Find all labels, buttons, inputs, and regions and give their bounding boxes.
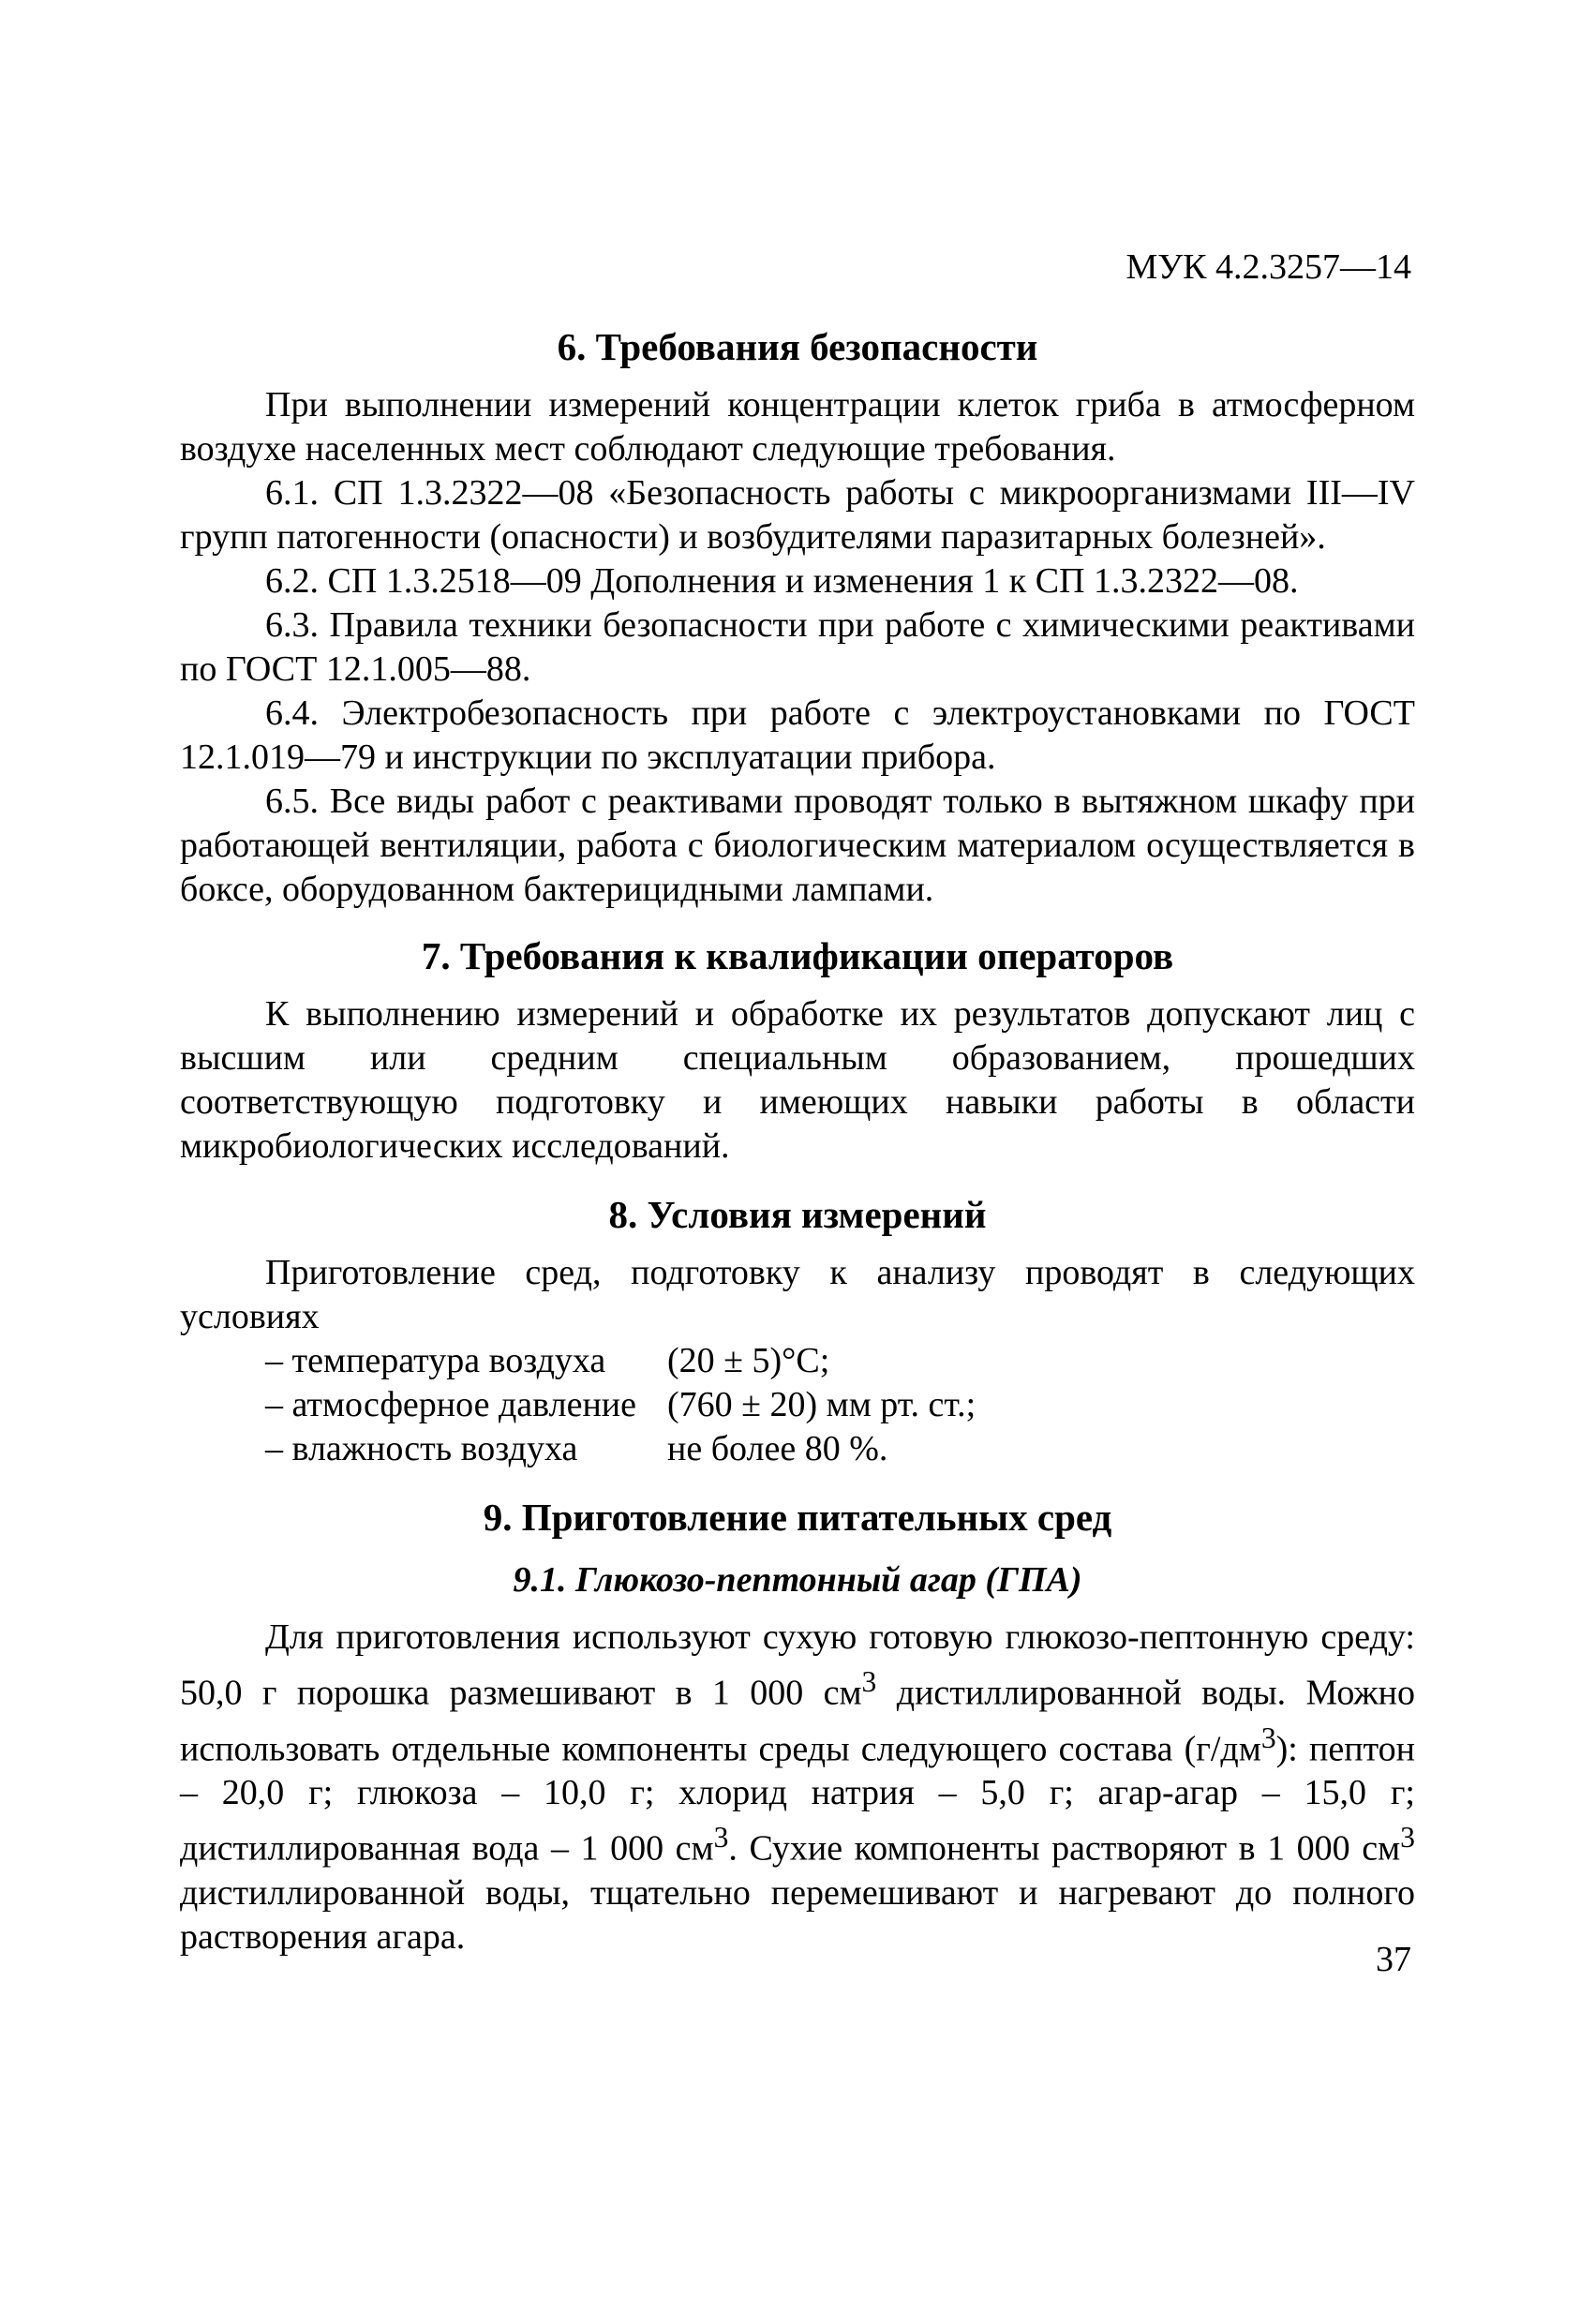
section-9-title: 9. Приготовление питательных сред bbox=[483, 1496, 1112, 1539]
section-8-intro: Приготовление сред, подготовку к анализу проводят в следующих условиях bbox=[180, 1253, 1415, 1336]
section-6-title: 6. Требования безопасности bbox=[557, 325, 1038, 368]
condition-value: (20 ± 5)°С; bbox=[667, 1341, 830, 1380]
condition-param: – влажность воздуха bbox=[265, 1429, 578, 1468]
section-8-title: 8. Условия измерений bbox=[608, 1193, 987, 1236]
superscript: 3 bbox=[1400, 1821, 1415, 1855]
document-body bbox=[180, 323, 1415, 1959]
condition-value: (760 ± 20) мм рт. ст.; bbox=[667, 1385, 976, 1424]
condition-param: – температура воздуха bbox=[265, 1341, 606, 1380]
text-fragment: дистиллированной воды, тщательно перемешивают и нагревают до полного растворения агара. bbox=[180, 1872, 1415, 1957]
text-fragment: ): пептон – 20,0 г; глюкоза – 10,0 г; хлорид натрия – 5,0 г; агар-агар – 15,0 г; дистиллированная вода – 1 000 см bbox=[180, 1729, 1415, 1869]
superscript: 3 bbox=[861, 1665, 877, 1698]
condition-row bbox=[180, 1383, 1415, 1427]
section-6-item-5: 6.5. Все виды работ с реактивами проводят только в вытяжном шкафу при работающей вентиляции, работа с биологическим материалом осуществляется в боксе, оборудованном бактерицидными лампами. bbox=[180, 782, 1415, 909]
condition-value: не более 80 %. bbox=[667, 1429, 888, 1468]
condition-param: – атмосферное давление bbox=[265, 1385, 636, 1424]
section-6-item-1: 6.1. СП 1.3.2322—08 «Безопасность работы с микроорганизмами III—IV групп патогенности (опасности) и возбудителями паразитарных болезней». bbox=[180, 473, 1415, 557]
section-6-item-4: 6.4. Электробезопасность при работе с электроустановками по ГОСТ 12.1.019—79 и инструкции по эксплуатации прибора. bbox=[180, 693, 1415, 777]
section-7-text: К выполнению измерений и обработке их результатов допускают лиц с высшим или средним специальным образованием, прошедших соответствующую подготовку и имеющих навыки работы в области микробиологических исследований. bbox=[180, 994, 1415, 1166]
section-9-1-paragraph bbox=[180, 1616, 1415, 1959]
condition-row bbox=[180, 1427, 1415, 1471]
superscript: 3 bbox=[713, 1821, 729, 1855]
conditions-list bbox=[180, 1339, 1415, 1471]
section-6-item-3: 6.3. Правила техники безопасности при работе с химическими реактивами по ГОСТ 12.1.005—88. bbox=[180, 605, 1415, 689]
text-fragment: . Сухие компоненты растворяют в 1 000 см bbox=[728, 1828, 1401, 1869]
section-7-title: 7. Требования к квалификации операторов bbox=[421, 934, 1174, 977]
page-code-header: МУК 4.2.3257—14 bbox=[1125, 247, 1411, 287]
subsection-9-1-title: 9.1. Глюкозо-пептонный агар (ГПА) bbox=[513, 1560, 1082, 1600]
superscript: 3 bbox=[1260, 1721, 1276, 1754]
text-fragment: Для приготовления используют сухую готовую глюкозо-пептонную среду: 50,0 г порошка размешивают в 1 000 см bbox=[180, 1617, 1415, 1713]
section-6-item-2: 6.2. СП 1.3.2518—09 Дополнения и изменения 1 к СП 1.3.2322—08. bbox=[265, 561, 1299, 601]
text-fragment: дистиллированной воды. Можно использовать отдельные компоненты среды следующего состава (г/дм bbox=[180, 1673, 1415, 1769]
page-number: 37 bbox=[1376, 1940, 1411, 1979]
section-6-intro: При выполнении измерений концентрации клеток гриба в атмосферном воздухе населенных мест соблюдают следующие требования. bbox=[180, 385, 1415, 469]
condition-row bbox=[180, 1339, 1415, 1383]
